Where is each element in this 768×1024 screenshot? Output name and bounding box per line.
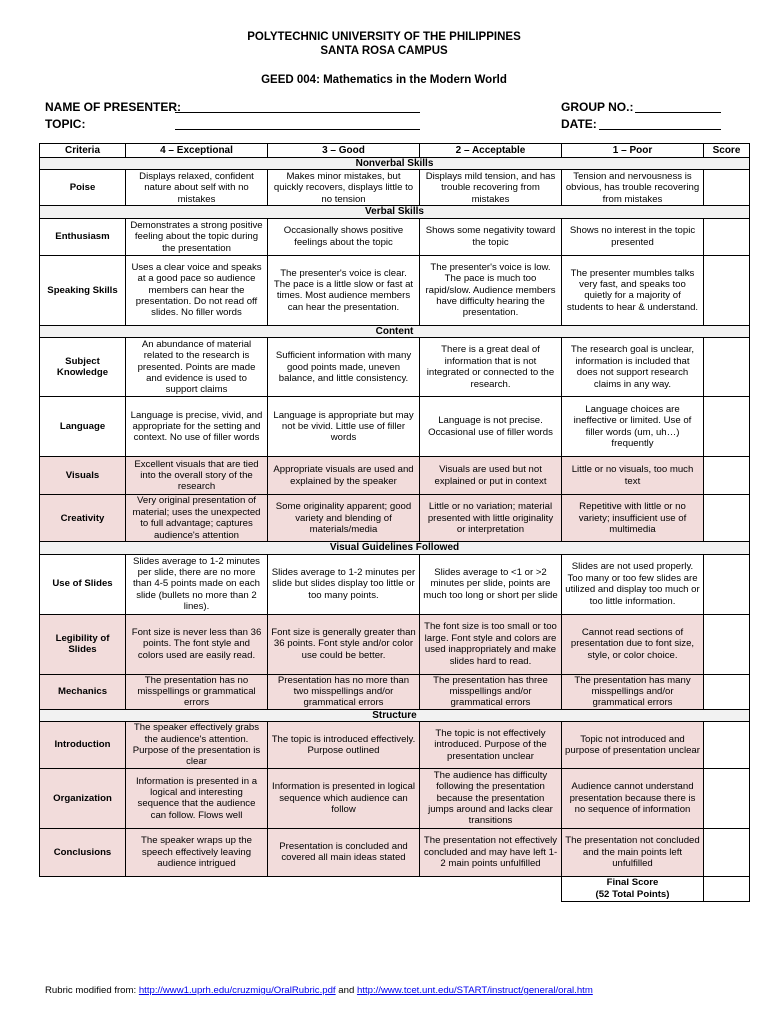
score-cell[interactable] [704,338,750,397]
score-cell[interactable] [704,495,750,542]
score-cell[interactable] [704,674,750,709]
rubric-cell: Information is presented in a logical and interesting sequence that the audience can follow. Flows well [126,768,268,828]
table-row [40,554,750,614]
criteria-cell: Use of Slides [40,554,126,614]
section-row [40,542,750,554]
rubric-cell: The topic is introduced effectively. Purpose outlined [268,722,420,769]
table-row [40,338,750,397]
criteria-cell: Language [40,397,126,457]
criteria-cell: Poise [40,170,126,206]
rubric-cell: The research goal is unclear, information is included that does not support research claims in any way. [562,338,704,397]
rubric-cell: The speaker effectively grabs the audience's attention. Purpose of the presentation is clear [126,722,268,769]
campus-name: SANTA ROSA CAMPUS [320,45,448,57]
rubric-cell: Slides average to 1-2 minutes per slide but slides display too little or too many points. [268,554,420,614]
rubric-cell: The presentation has three misspellings and/or grammatical errors [420,674,562,709]
rubric-cell: Information is presented in logical sequence which audience can follow [268,768,420,828]
rubric-cell: An abundance of material related to the research is presented. Points are made and evidence is used to support claims [126,338,268,397]
rubric-cell: Very original presentation of material; uses the unexpected to full advantage; captures audience's attention [126,495,268,542]
rubric-cell: The audience has difficulty following the presentation because the presentation jumps around and lacks clear transitions [420,768,562,828]
total-points-label: (52 Total Points) [595,888,670,900]
rubric-cell: Little or no visuals, too much text [562,457,704,495]
rubric-cell: Shows no interest in the topic presented [562,218,704,255]
section-nonverbal: Nonverbal Skills [40,158,750,170]
rubric-cell: Sufficient information with many good points made, uneven balance, and little consistency. [268,338,420,397]
rubric-cell: Slides are not used properly. Too many or too few slides are utilized and display too much or too little information. [562,554,704,614]
rubric-cell: The presenter's voice is clear. The pace is a little slow or fast at times. Most audience members can hear the presentation. [268,255,420,325]
section-row [40,158,750,170]
exceptional-header: 4 – Exceptional [126,144,268,158]
rubric-cell: Slides average to <1 or >2 minutes per slide, points are much too long or short per slide [420,554,562,614]
table-row [40,170,750,206]
rubric-cell: The presentation not concluded and the main points left unfulfilled [562,828,704,876]
rubric-cell: The topic is not effectively introduced. Purpose of the presentation unclear [420,722,562,769]
rubric-cell: The presentation has no misspellings or grammatical errors [126,674,268,709]
footer-link-tcet[interactable]: http://www.tcet.unt.edu/START/instruct/general/oral.htm [356,985,593,996]
score-cell[interactable] [704,457,750,495]
rubric-cell: The presenter mumbles talks very fast, and speaks too quietly for a majority of students to hear & understand. [562,255,704,325]
acceptable-header: 2 – Acceptable [420,144,562,158]
table-row [40,397,750,457]
criteria-cell: Subject Knowledge [40,338,126,397]
score-cell[interactable] [704,828,750,876]
rubric-cell: Tension and nervousness is obvious, has trouble recovering from mistakes [562,170,704,206]
final-score-row [40,876,750,901]
rubric-cell: Presentation is concluded and covered all main ideas stated [268,828,420,876]
section-visual-guidelines: Visual Guidelines Followed [40,542,750,554]
section-row [40,206,750,218]
rubric-cell: The presenter's voice is low. The pace is much too rapid/slow. Audience members have difficulty hearing the presentation. [420,255,562,325]
good-header: 3 – Good [268,144,420,158]
presenter-name-field[interactable] [175,112,420,113]
document-header [0,30,768,86]
criteria-cell: Conclusions [40,828,126,876]
rubric-cell: Slides average to 1-2 minutes per slide, there are no more than 4-5 points made on each slide (bullets no more than 2 lines). [126,554,268,614]
rubric-cell: Font size is generally greater than 36 points. Font style and/or color use could be better. [268,614,420,674]
group-number-field[interactable] [635,112,721,113]
presenter-label: NAME OF PRESENTER: [45,100,182,114]
rubric-cell: Displays mild tension, and has trouble recovering from mistakes [420,170,562,206]
rubric-cell: Language is precise, vivid, and appropriate for the setting and context. No use of filler words [126,397,268,457]
final-score-title: Final Score [606,877,659,889]
criteria-cell: Visuals [40,457,126,495]
rubric-cell: Shows some negativity toward the topic [420,218,562,255]
score-cell[interactable] [704,722,750,769]
rubric-cell: Occasionally shows positive feelings about the topic [268,218,420,255]
rubric-cell: Uses a clear voice and speaks at a good pace so audience members can hear the presentation. Do not read off slides. No filler words [126,255,268,325]
topic-field[interactable] [175,129,420,130]
date-label: DATE: [561,117,597,131]
table-row [40,768,750,828]
rubric-cell: Demonstrates a strong positive feeling about the topic during the presentation [126,218,268,255]
rubric-cell: Topic not introduced and purpose of presentation unclear [562,722,704,769]
topic-label: TOPIC: [45,117,86,131]
final-score-cell[interactable] [704,876,750,901]
table-row [40,495,750,542]
rubric-cell: Visuals are used but not explained or put in context [420,457,562,495]
footer-and: and [335,985,357,996]
rubric-cell: Appropriate visuals are used and explained by the speaker [268,457,420,495]
table-header-row [40,144,750,158]
rubric-cell: Displays relaxed, confident nature about self with no mistakes [126,170,268,206]
criteria-cell: Legibility of Slides [40,614,126,674]
section-row [40,709,750,721]
table-row [40,218,750,255]
rubric-cell: There is a great deal of information that is not integrated or connected to the research. [420,338,562,397]
section-content: Content [40,325,750,337]
rubric-cell: Language is appropriate but may not be vivid. Little use of filler words [268,397,420,457]
rubric-cell: Excellent visuals that are tied into the overall story of the research [126,457,268,495]
rubric-cell: The presentation has many misspellings and/or grammatical errors [562,674,704,709]
rubric-cell: The speaker wraps up the speech effectively leaving audience intrigued [126,828,268,876]
rubric-cell: Font size is never less than 36 points. The font style and colors used are easily read. [126,614,268,674]
table-row [40,722,750,769]
criteria-header: Criteria [40,144,126,158]
rubric-cell: Makes minor mistakes, but quickly recovers, displays little to no tension [268,170,420,206]
rubric-cell: Repetitive with little or no variety; insufficient use of multimedia [562,495,704,542]
final-score-label [562,876,704,901]
score-cell[interactable] [704,255,750,325]
rubric-cell: Presentation has no more than two misspellings and/or grammatical errors [268,674,420,709]
table-row [40,614,750,674]
criteria-cell: Mechanics [40,674,126,709]
score-cell[interactable] [704,554,750,614]
rubric-cell: Audience cannot understand presentation because there is no sequence of information [562,768,704,828]
rubric-cell: Some originality apparent; good variety and blending of materials/media [268,495,420,542]
criteria-cell: Creativity [40,495,126,542]
rubric-table [39,143,750,902]
table-row [40,255,750,325]
date-field[interactable] [599,129,721,130]
rubric-cell: Cannot read sections of presentation due to font size, style, or color choice. [562,614,704,674]
score-cell[interactable] [704,614,750,674]
footer-note [45,985,593,996]
poor-header: 1 – Poor [562,144,704,158]
university-name: POLYTECHNIC UNIVERSITY OF THE PHILIPPINES [247,31,521,43]
criteria-cell: Introduction [40,722,126,769]
table-row [40,457,750,495]
rubric-cell: Little or no variation; material presented with little originality or interpretation [420,495,562,542]
rubric-cell: Language is not precise. Occasional use of filler words [420,397,562,457]
section-row [40,325,750,337]
footer-prefix: Rubric modified from: [45,985,139,996]
rubric-cell: The font size is too small or too large. Font style and colors are used inappropriately and make slides hard to read. [420,614,562,674]
score-cell[interactable] [704,768,750,828]
score-cell[interactable] [704,170,750,206]
rubric-cell: Language choices are ineffective or limited. Use of filler words (um, uh…) frequently [562,397,704,457]
presenter-info [45,100,725,134]
group-label: GROUP NO.: [561,100,634,114]
criteria-cell: Organization [40,768,126,828]
score-cell[interactable] [704,218,750,255]
section-verbal: Verbal Skills [40,206,750,218]
footer-link-uprh[interactable]: http://www1.uprh.edu/cruzmigu/OralRubric.pdf [138,985,336,996]
criteria-cell: Speaking Skills [40,255,126,325]
rubric-cell: The presentation not effectively concluded and may have left 1-2 main points unfulfilled [420,828,562,876]
table-row [40,674,750,709]
course-title: GEED 004: Mathematics in the Modern World [261,74,507,86]
score-cell[interactable] [704,397,750,457]
section-structure: Structure [40,709,750,721]
table-row [40,828,750,876]
criteria-cell: Enthusiasm [40,218,126,255]
score-header: Score [704,144,750,158]
